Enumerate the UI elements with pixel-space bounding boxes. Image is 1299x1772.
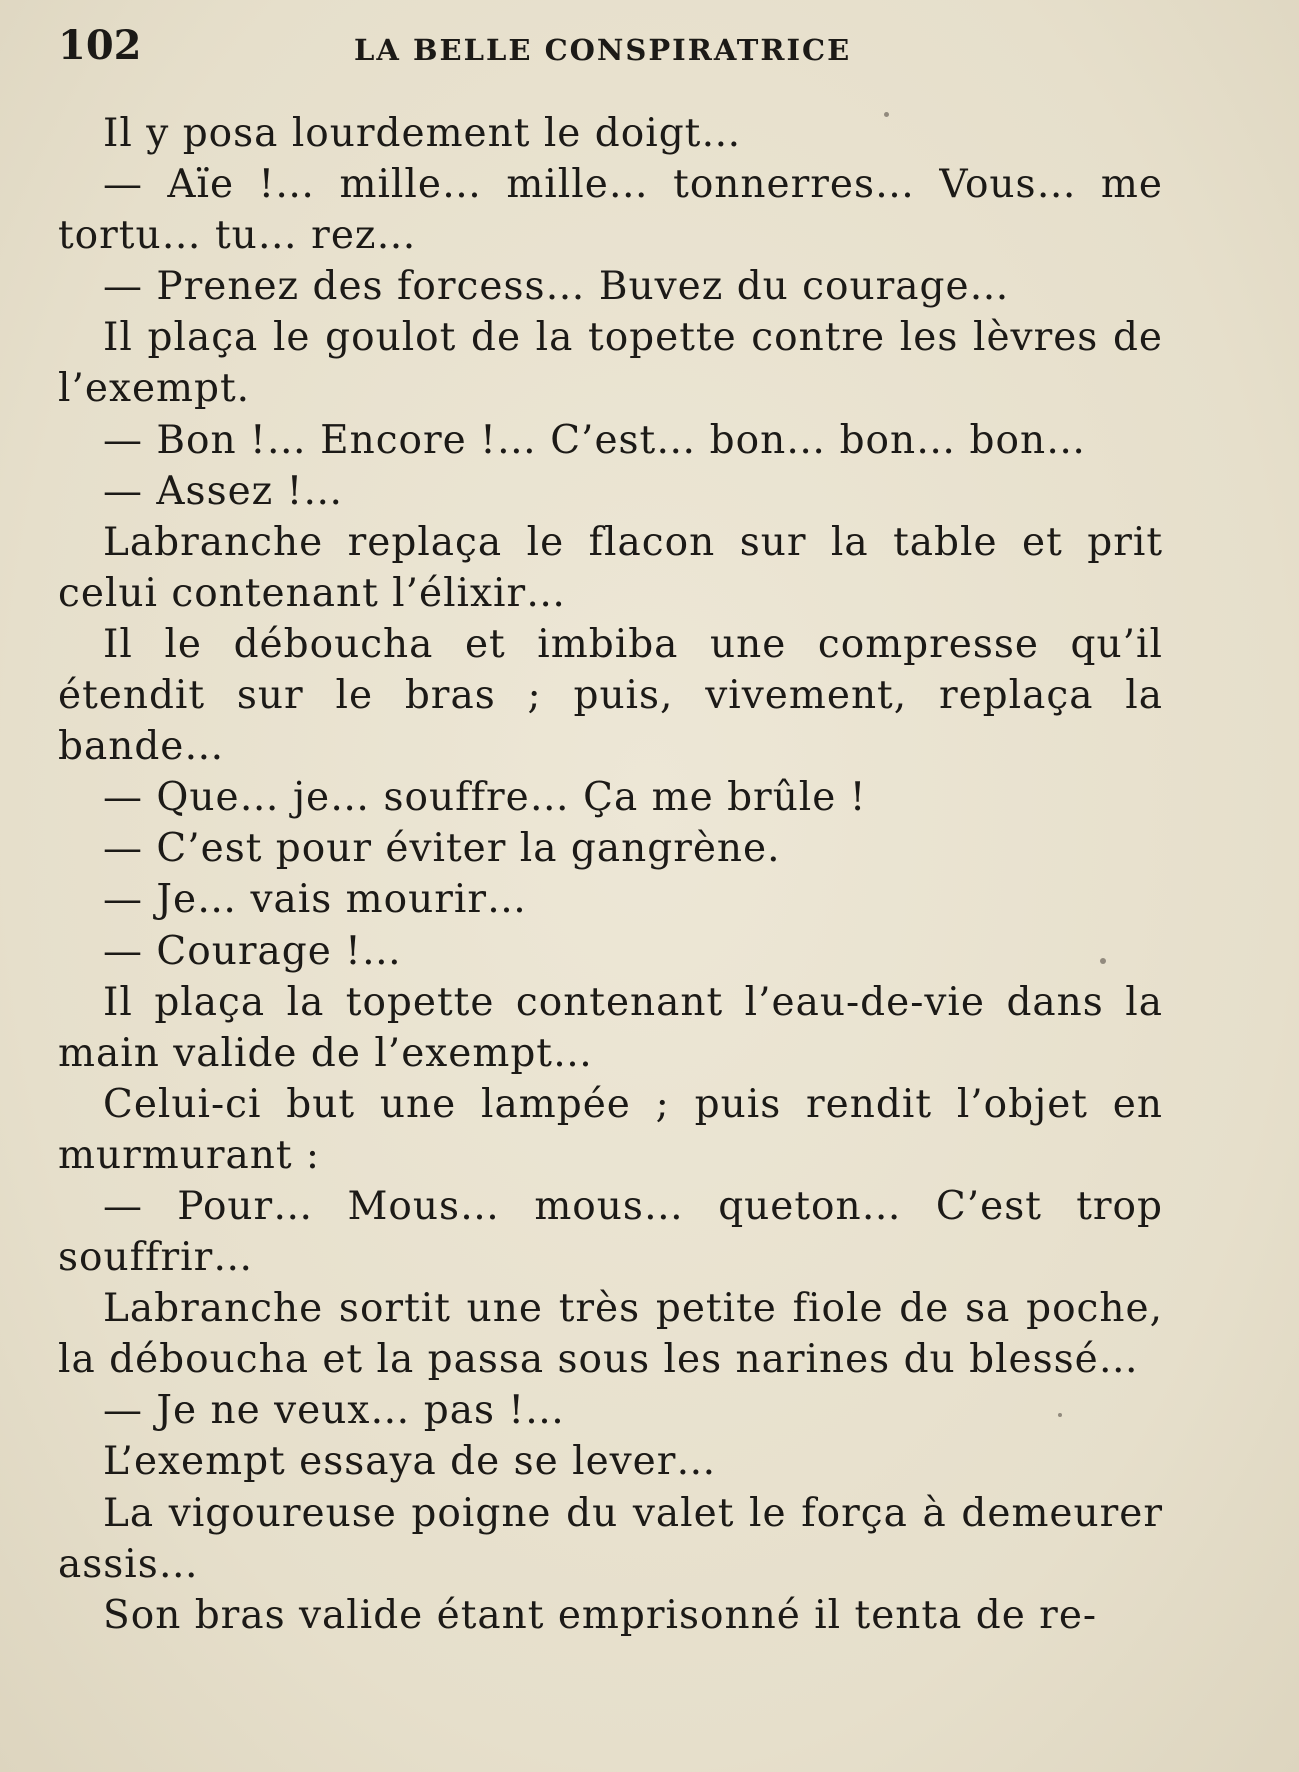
dialogue-line: — C’est pour éviter la gangrène. bbox=[103, 826, 781, 872]
dialogue-line: — Aïe !… mille… mille… tonnerres… Vous… me tortu… tu… rez… bbox=[58, 162, 1163, 259]
dialogue-line: — Assez !… bbox=[103, 468, 344, 514]
paragraph: L’exempt essaya de se lever… bbox=[103, 1439, 717, 1485]
paragraph: Labranche replaça le flacon sur la table et prit celui contenant l’élixir… bbox=[58, 519, 1163, 616]
paragraph: Il y posa lourdement le doigt… bbox=[103, 111, 742, 156]
paragraph: Celui-ci but une lampée ; puis rendit l’objet en murmurant : bbox=[58, 1081, 1163, 1178]
paper-speck bbox=[1100, 958, 1106, 964]
paper-speck bbox=[1058, 1413, 1062, 1417]
paragraph: Il le déboucha et imbiba une compresse qu’il étendit sur le bras ; puis, vivement, replaça la bande… bbox=[58, 621, 1163, 770]
paragraph: Il plaça la topette contenant l’eau-de-vie dans la main valide de l’exempt… bbox=[58, 979, 1163, 1076]
running-title: LA BELLE CONSPIRATRICE bbox=[354, 33, 852, 67]
dialogue-line: — Que… je… souffre… Ça me brûle ! bbox=[103, 775, 867, 821]
dialogue-line: — Prenez des forcess… Buvez du courage… bbox=[103, 264, 1010, 310]
dialogue-line: — Bon !… Encore !… C’est… bon… bon… bon… bbox=[103, 417, 1087, 463]
dialogue-line: — Courage !… bbox=[103, 928, 402, 974]
paragraph: Son bras valide étant emprisonné il tenta de re- bbox=[103, 1592, 1098, 1638]
dialogue-line: — Je ne veux… pas !… bbox=[103, 1388, 566, 1434]
page-header bbox=[58, 18, 1158, 74]
paragraph: La vigoureuse poigne du valet le força à demeurer assis… bbox=[58, 1490, 1163, 1587]
dialogue-line: — Je… vais mourir… bbox=[103, 877, 528, 923]
paragraph: Labranche sortit une très petite fiole de sa poche, la déboucha et la passa sous les narines du blessé… bbox=[58, 1286, 1163, 1383]
body-text bbox=[58, 108, 1163, 1641]
dialogue-line: — Pour… Mous… mous… queton… C’est trop souffrir… bbox=[58, 1183, 1163, 1281]
paragraph: Il plaça le goulot de la topette contre les lèvres de l’exempt. bbox=[58, 315, 1163, 412]
page-number: 102 bbox=[58, 22, 142, 69]
paper-speck bbox=[884, 112, 889, 117]
